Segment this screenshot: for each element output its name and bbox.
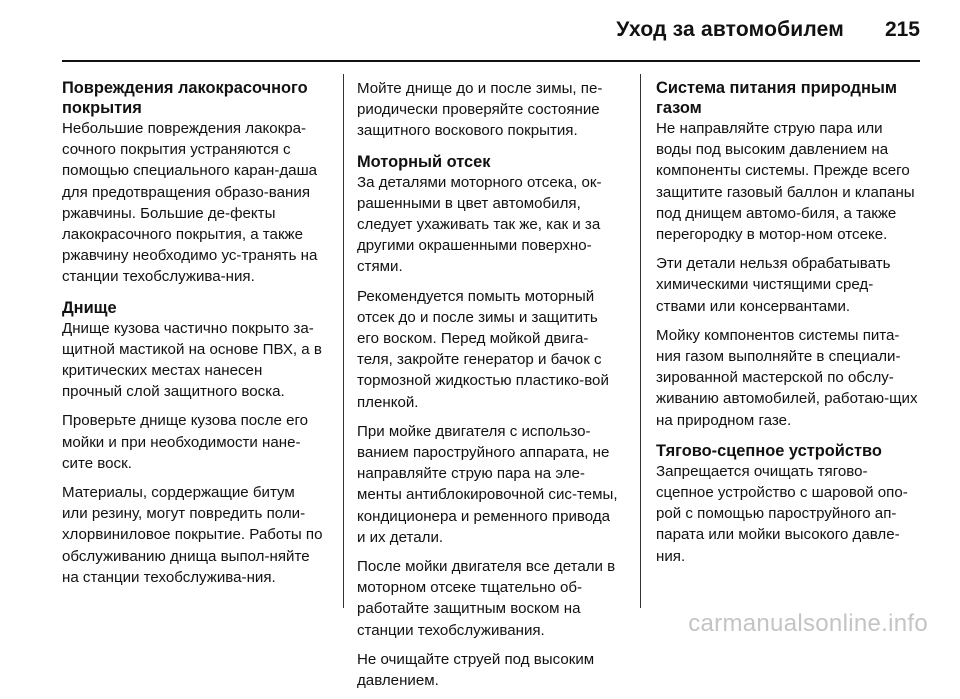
paragraph: Материалы, сордержащие битум или резину, могут повредить поли-хлорвиниловое покрытие. Работы по обслуживанию днища выпол-няйте на станции техобслужива-ния. xyxy=(62,484,323,586)
heading-natural-gas-system: Система питания природным газом xyxy=(656,79,897,117)
paragraph: При мойке двигателя с использо-ванием пароструйного аппарата, не направляйте струю пара на эле-менты антиблокировочной сис-темы, кондиционера и ременного привода и их детали. xyxy=(357,422,618,546)
paragraph: Не очищайте струей под высоким давлением. xyxy=(357,650,595,690)
heading-towing-device: Тягово-сцепное устройство xyxy=(656,441,882,460)
paragraph: После мойки двигателя все детали в моторном отсеке тщательно об-работайте защитным воском на станции техобслуживания. xyxy=(357,558,616,639)
column-middle xyxy=(357,78,619,699)
heading-underbody: Днище xyxy=(62,298,117,317)
paragraph: Мойте днище до и после зимы, пе-риодически проверяйте состояние защитного воскового покрытия. xyxy=(357,80,603,140)
page-header xyxy=(0,0,960,62)
paragraph: Эти детали нельзя обрабатывать химическими чистящими сред-ствами или консервантами. xyxy=(656,255,891,315)
watermark: carmanualsonline.info xyxy=(688,610,928,637)
paragraph: Проверьте днище кузова после его мойки и при необходимости нане-сите воск. xyxy=(62,412,309,472)
heading-paint-damage: Повреждения лакокрасочного покрытия xyxy=(62,79,308,117)
paragraph: Не направляйте струю пара или воды под высоким давлением на компоненты системы. Прежде всего защитите газовый баллон и клапаны под днищем автомо-биля, а также перегородку в мотор-ном отсеке. xyxy=(656,120,915,244)
paragraph: Рекомендуется помыть моторный отсек до и после зимы и защитить его воском. Перед мойкой двига-теля, закройте генератор и бачок с тормозной жидкостью пластико-вой пленкой. xyxy=(357,287,609,411)
heading-engine-compartment: Моторный отсек xyxy=(357,152,491,171)
column-left xyxy=(62,78,324,596)
paragraph: За деталями моторного отсека, ок-рашенными в цвет автомобиля, следует ухаживать так же, как и за другими окрашенными поверхно-стями. xyxy=(357,173,602,276)
column-divider xyxy=(343,74,344,608)
paragraph: Днище кузова частично покрыто за-щитной мастикой на основе ПВХ, а в критических местах нанесен прочный слой защитного воска. xyxy=(62,319,322,401)
column-divider xyxy=(640,74,641,608)
header-divider xyxy=(62,60,920,62)
paragraph: Небольшие повреждения лакокра-сочного покрытия устраняются с помощью специального каран-даша для предотвращения образо-вания ржавчины. Большие де-фекты лакокрасочного покрытия, а также ржавчину необходимо ус-транять на станции техобслужива-ния. xyxy=(62,120,318,286)
page-title: Уход за автомобилем xyxy=(616,18,844,41)
paragraph: Запрещается очищать тягово-сцепное устройство с шаровой опо-рой с помощью пароструйного ап-парата или мойки высокого давле-ния. xyxy=(656,462,908,565)
column-right xyxy=(656,78,918,575)
page-number: 215 xyxy=(884,18,920,41)
paragraph: Мойку компонентов системы пита-ния газом выполняйте в специали-зированной мастерской по обслу-живанию автомобилей, работаю-щих на природном газе. xyxy=(656,326,918,429)
